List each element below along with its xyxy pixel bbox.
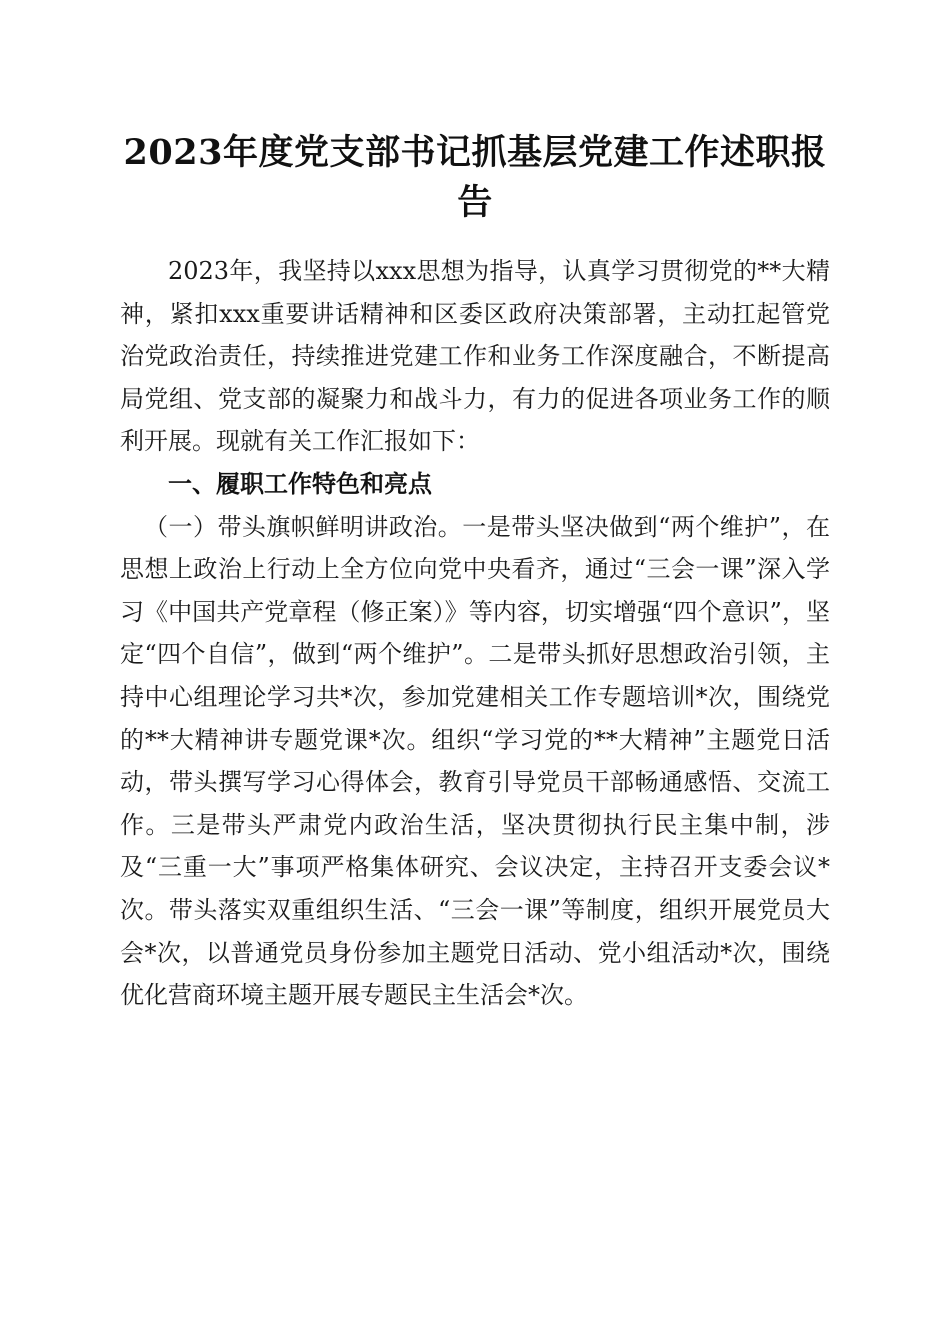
section-heading: 一、履职工作特色和亮点 [168,469,432,498]
document-body [120,250,830,1017]
document-title: 2023年度党支部书记抓基层党建工作述职报告 [123,132,827,223]
subsection-paragraph: （一）带头旗帜鲜明讲政治。一是带头坚决做到“两个维护”，在思想上政治上行动上全方位向党中央看齐，通过“三会一课”深入学习《中国共产党章程（修正案）》等内容，切实增强“四个意识”，坚定“四个自信”，做到“两个维护”。二是带头抓好思想政治引领，主持中心组理论学习共*次，参加党建相关工作专题培训*次，围绕党的**大精神讲专题党课*次。组织“学习党的**大精神”主题党日活动，带头撰写学习心得体会，教育引导党员干部畅通感悟、交流工作。三是带头严肃党内政治生活，坚决贯彻执行民主集中制，涉及“三重一大”事项严格集体研究、会议决定，主持召开支委会议*次。带头落实双重组织生活、“三会一课”等制度，组织开展党员大会*次，以普通党员身份参加主题党日活动、党小组活动*次，围绕优化营商环境主题开展专题民主生活会*次。 [120,512,830,1010]
intro-paragraph: 2023年，我坚持以xxx思想为指导，认真学习贯彻党的**大精神，紧扣xxx重要讲话精神和区委区政府决策部署，主动扛起管党治党政治责任，持续推进党建工作和业务工作深度融合，不断提高局党组、党支部的凝聚力和战斗力，有力的促进各项业务工作的顺利开展。现就有关工作汇报如下： [120,257,830,456]
